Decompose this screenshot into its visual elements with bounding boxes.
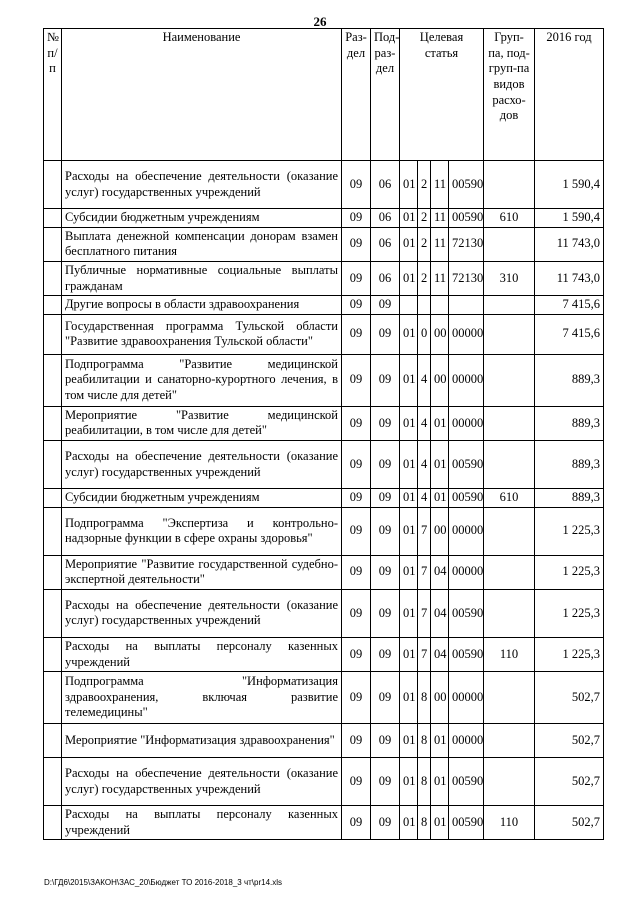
- cell-number: [44, 637, 62, 671]
- table-row: [44, 806, 604, 840]
- cell-target-subprogram: 2: [418, 227, 431, 261]
- header-target-article: Целевая статья: [400, 29, 484, 161]
- cell-target-program: 01: [400, 441, 418, 489]
- cell-target-subprogram: 7: [418, 555, 431, 589]
- cell-target-subprogram: 4: [418, 406, 431, 440]
- cell-section: 09: [342, 209, 371, 228]
- cell-target-subprogram: 8: [418, 806, 431, 840]
- cell-number: [44, 314, 62, 354]
- cell-expense-group: 310: [484, 261, 535, 295]
- table-row: [44, 209, 604, 228]
- cell-target-direction: 00590: [449, 209, 484, 228]
- cell-target-event: 11: [431, 227, 449, 261]
- cell-section: 09: [342, 672, 371, 724]
- cell-expense-group: 610: [484, 489, 535, 508]
- table-row: [44, 161, 604, 209]
- cell-target-subprogram: 0: [418, 314, 431, 354]
- cell-section: 09: [342, 758, 371, 806]
- cell-target-program: 01: [400, 161, 418, 209]
- cell-subsection: 09: [371, 637, 400, 671]
- cell-target-direction: [449, 296, 484, 315]
- cell-section: 09: [342, 507, 371, 555]
- cell-target-direction: 00000: [449, 354, 484, 406]
- cell-target-direction: 00590: [449, 161, 484, 209]
- cell-target-event: 01: [431, 489, 449, 508]
- cell-target-event: [431, 296, 449, 315]
- cell-target-program: 01: [400, 758, 418, 806]
- table-row: [44, 589, 604, 637]
- cell-target-subprogram: [418, 296, 431, 315]
- cell-number: [44, 724, 62, 758]
- cell-target-subprogram: 2: [418, 161, 431, 209]
- cell-target-subprogram: 4: [418, 489, 431, 508]
- cell-expense-group: [484, 227, 535, 261]
- cell-section: 09: [342, 261, 371, 295]
- table-row: [44, 227, 604, 261]
- table-row: [44, 296, 604, 315]
- table-row: [44, 354, 604, 406]
- cell-subsection: 09: [371, 758, 400, 806]
- cell-amount: 1 225,3: [535, 555, 604, 589]
- cell-target-event: 11: [431, 261, 449, 295]
- cell-amount: 889,3: [535, 406, 604, 440]
- header-year-2016: 2016 год: [535, 29, 604, 161]
- cell-name: Выплата денежной компенсации донорам взамен бесплатного питания: [62, 227, 342, 261]
- cell-section: 09: [342, 555, 371, 589]
- cell-target-event: 01: [431, 406, 449, 440]
- footer-file-path: D:\ГД6\2015\ЗАКОН\ЗАС_20\Бюджет ТО 2016-2018_3 чт\pr14.xls: [44, 878, 283, 887]
- table-body: [44, 161, 604, 840]
- cell-subsection: 09: [371, 589, 400, 637]
- cell-section: 09: [342, 806, 371, 840]
- cell-target-event: 00: [431, 507, 449, 555]
- cell-expense-group: 110: [484, 806, 535, 840]
- cell-subsection: 09: [371, 314, 400, 354]
- cell-target-program: 01: [400, 672, 418, 724]
- cell-expense-group: [484, 724, 535, 758]
- cell-amount: 1 225,3: [535, 637, 604, 671]
- cell-expense-group: 110: [484, 637, 535, 671]
- cell-target-direction: 00590: [449, 758, 484, 806]
- cell-target-subprogram: 7: [418, 507, 431, 555]
- cell-target-direction: 00590: [449, 637, 484, 671]
- cell-name: Другие вопросы в области здравоохранения: [62, 296, 342, 315]
- cell-target-event: 04: [431, 637, 449, 671]
- table-row: [44, 314, 604, 354]
- cell-target-direction: 00590: [449, 806, 484, 840]
- cell-name: Подпрограмма "Информатизация здравоохранения, включая развитие телемедицины": [62, 672, 342, 724]
- cell-name: Расходы на обеспечение деятельности (оказание услуг) государственных учреждений: [62, 589, 342, 637]
- cell-expense-group: [484, 672, 535, 724]
- header-section: Раз-дел: [342, 29, 371, 161]
- cell-section: 09: [342, 161, 371, 209]
- cell-number: [44, 441, 62, 489]
- cell-section: 09: [342, 441, 371, 489]
- cell-target-subprogram: 4: [418, 354, 431, 406]
- table-row: [44, 441, 604, 489]
- cell-target-program: 01: [400, 354, 418, 406]
- cell-target-program: 01: [400, 724, 418, 758]
- cell-section: 09: [342, 296, 371, 315]
- cell-target-direction: 00590: [449, 489, 484, 508]
- table-row: [44, 724, 604, 758]
- cell-target-direction: 00000: [449, 314, 484, 354]
- cell-number: [44, 489, 62, 508]
- cell-target-subprogram: 2: [418, 209, 431, 228]
- cell-name: Мероприятие "Развитие медицинской реабилитации, в том числе для детей": [62, 406, 342, 440]
- cell-amount: 502,7: [535, 672, 604, 724]
- cell-number: [44, 354, 62, 406]
- cell-number: [44, 589, 62, 637]
- cell-name: Расходы на выплаты персоналу казенных учреждений: [62, 637, 342, 671]
- cell-section: 09: [342, 354, 371, 406]
- cell-amount: 1 225,3: [535, 507, 604, 555]
- cell-subsection: 09: [371, 724, 400, 758]
- cell-subsection: 06: [371, 161, 400, 209]
- cell-target-direction: 00000: [449, 406, 484, 440]
- cell-section: 09: [342, 227, 371, 261]
- cell-subsection: 06: [371, 261, 400, 295]
- cell-subsection: 09: [371, 806, 400, 840]
- cell-target-event: 00: [431, 314, 449, 354]
- cell-expense-group: 610: [484, 209, 535, 228]
- cell-name: Субсидии бюджетным учреждениям: [62, 489, 342, 508]
- cell-number: [44, 406, 62, 440]
- cell-target-event: 00: [431, 354, 449, 406]
- cell-number: [44, 507, 62, 555]
- cell-name: Расходы на обеспечение деятельности (оказание услуг) государственных учреждений: [62, 758, 342, 806]
- cell-target-event: 01: [431, 758, 449, 806]
- header-subsection: Под-раз-дел: [371, 29, 400, 161]
- cell-target-program: 01: [400, 507, 418, 555]
- cell-name: Субсидии бюджетным учреждениям: [62, 209, 342, 228]
- cell-name: Расходы на выплаты персоналу казенных учреждений: [62, 806, 342, 840]
- cell-target-direction: 00000: [449, 672, 484, 724]
- cell-section: 09: [342, 637, 371, 671]
- cell-target-subprogram: 8: [418, 672, 431, 724]
- cell-subsection: 09: [371, 507, 400, 555]
- header-name: Наименование: [62, 29, 342, 161]
- cell-target-direction: 72130: [449, 227, 484, 261]
- table-row: [44, 489, 604, 508]
- cell-name: Мероприятие "Развитие государственной судебно-экспертной деятельности": [62, 555, 342, 589]
- cell-expense-group: [484, 758, 535, 806]
- cell-target-program: 01: [400, 314, 418, 354]
- cell-target-event: 00: [431, 672, 449, 724]
- cell-target-subprogram: 7: [418, 589, 431, 637]
- cell-amount: 7 415,6: [535, 296, 604, 315]
- cell-target-subprogram: 4: [418, 441, 431, 489]
- cell-number: [44, 227, 62, 261]
- cell-expense-group: [484, 161, 535, 209]
- cell-target-direction: 00590: [449, 589, 484, 637]
- cell-amount: 1 225,3: [535, 589, 604, 637]
- cell-name: Публичные нормативные социальные выплаты гражданам: [62, 261, 342, 295]
- cell-name: Подпрограмма "Экспертиза и контрольно-надзорные функции в сфере охраны здоровья": [62, 507, 342, 555]
- cell-expense-group: [484, 441, 535, 489]
- cell-expense-group: [484, 296, 535, 315]
- cell-target-subprogram: 8: [418, 724, 431, 758]
- cell-target-program: 01: [400, 261, 418, 295]
- cell-subsection: 06: [371, 209, 400, 228]
- table-row: [44, 672, 604, 724]
- cell-target-direction: 72130: [449, 261, 484, 295]
- cell-subsection: 09: [371, 555, 400, 589]
- cell-number: [44, 672, 62, 724]
- cell-amount: 502,7: [535, 724, 604, 758]
- cell-name: Государственная программа Тульской области "Развитие здравоохранения Тульской области": [62, 314, 342, 354]
- cell-amount: 889,3: [535, 441, 604, 489]
- cell-target-event: 11: [431, 161, 449, 209]
- table-row: [44, 261, 604, 295]
- cell-expense-group: [484, 507, 535, 555]
- cell-amount: 889,3: [535, 489, 604, 508]
- page-number: 26: [313, 14, 327, 29]
- cell-amount: 1 590,4: [535, 161, 604, 209]
- cell-amount: 11 743,0: [535, 227, 604, 261]
- table-row: [44, 637, 604, 671]
- cell-number: [44, 806, 62, 840]
- header-expense-group: Груп-па, под-груп-па видов расхо-дов: [484, 29, 535, 161]
- cell-amount: 1 590,4: [535, 209, 604, 228]
- cell-target-event: 01: [431, 806, 449, 840]
- cell-amount: 11 743,0: [535, 261, 604, 295]
- cell-target-program: [400, 296, 418, 315]
- header-number: № п/п: [44, 29, 62, 161]
- cell-target-event: 01: [431, 441, 449, 489]
- cell-target-subprogram: 2: [418, 261, 431, 295]
- cell-number: [44, 161, 62, 209]
- cell-name: Мероприятие "Информатизация здравоохранения": [62, 724, 342, 758]
- cell-section: 09: [342, 489, 371, 508]
- cell-target-subprogram: 7: [418, 637, 431, 671]
- cell-target-program: 01: [400, 489, 418, 508]
- cell-subsection: 09: [371, 406, 400, 440]
- cell-number: [44, 555, 62, 589]
- cell-subsection: 09: [371, 296, 400, 315]
- table-header-row: [44, 29, 604, 161]
- cell-amount: 502,7: [535, 806, 604, 840]
- budget-table: [43, 28, 604, 840]
- cell-name: Расходы на обеспечение деятельности (оказание услуг) государственных учреждений: [62, 441, 342, 489]
- cell-target-program: 01: [400, 589, 418, 637]
- cell-target-program: 01: [400, 209, 418, 228]
- cell-target-direction: 00000: [449, 724, 484, 758]
- cell-section: 09: [342, 589, 371, 637]
- cell-target-direction: 00000: [449, 555, 484, 589]
- cell-section: 09: [342, 406, 371, 440]
- cell-name: Подпрограмма "Развитие медицинской реабилитации и санаторно-курортного лечения, в том числе для детей": [62, 354, 342, 406]
- cell-target-program: 01: [400, 227, 418, 261]
- table-row: [44, 406, 604, 440]
- cell-number: [44, 209, 62, 228]
- cell-target-direction: 00590: [449, 441, 484, 489]
- cell-name: Расходы на обеспечение деятельности (оказание услуг) государственных учреждений: [62, 161, 342, 209]
- cell-target-subprogram: 8: [418, 758, 431, 806]
- cell-subsection: 09: [371, 441, 400, 489]
- cell-target-direction: 00000: [449, 507, 484, 555]
- cell-expense-group: [484, 406, 535, 440]
- cell-target-program: 01: [400, 806, 418, 840]
- table-row: [44, 758, 604, 806]
- table-row: [44, 555, 604, 589]
- cell-number: [44, 296, 62, 315]
- cell-expense-group: [484, 354, 535, 406]
- cell-subsection: 06: [371, 227, 400, 261]
- cell-expense-group: [484, 555, 535, 589]
- cell-expense-group: [484, 589, 535, 637]
- cell-subsection: 09: [371, 489, 400, 508]
- cell-subsection: 09: [371, 672, 400, 724]
- cell-number: [44, 758, 62, 806]
- cell-section: 09: [342, 724, 371, 758]
- cell-target-program: 01: [400, 637, 418, 671]
- cell-section: 09: [342, 314, 371, 354]
- cell-amount: 889,3: [535, 354, 604, 406]
- cell-target-event: 04: [431, 589, 449, 637]
- cell-number: [44, 261, 62, 295]
- table-row: [44, 507, 604, 555]
- cell-amount: 7 415,6: [535, 314, 604, 354]
- cell-target-event: 11: [431, 209, 449, 228]
- cell-target-program: 01: [400, 406, 418, 440]
- cell-target-event: 04: [431, 555, 449, 589]
- cell-target-program: 01: [400, 555, 418, 589]
- cell-subsection: 09: [371, 354, 400, 406]
- cell-expense-group: [484, 314, 535, 354]
- cell-target-event: 01: [431, 724, 449, 758]
- cell-amount: 502,7: [535, 758, 604, 806]
